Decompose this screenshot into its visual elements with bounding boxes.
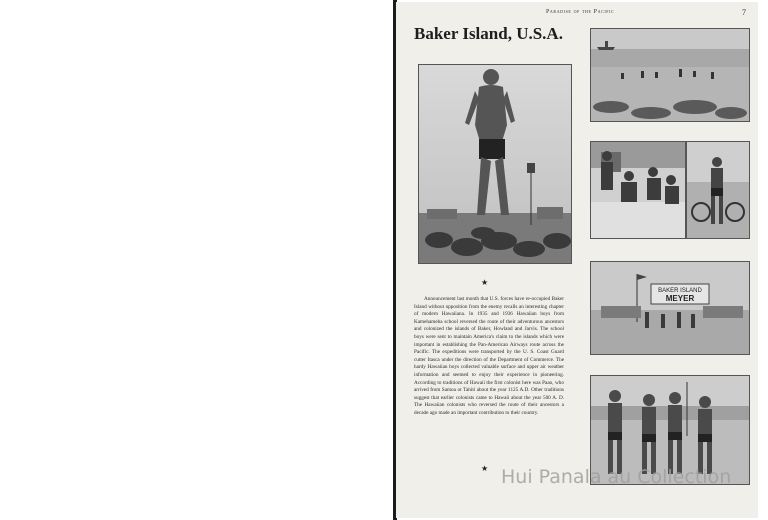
photo-group-at-hut	[590, 141, 686, 239]
collection-watermark: Hui Panala au Collection	[501, 466, 732, 488]
separator-star: ★	[481, 278, 489, 287]
sign-text-line-2: MEYER	[665, 294, 695, 303]
photo-man-on-rocks	[418, 64, 572, 264]
photo-man-on-beach	[686, 141, 750, 239]
photo-baker-island-sign	[590, 261, 750, 355]
page-number: 7	[742, 8, 746, 17]
article-body: Announcement last month that U.S. forces have re-occupied Baker Island without opposition from the enemy recalls an interesting chapter of modern Hawaiiana. In 1935 and 1936 Hawaiian boys from Kamehameha school reversed the route of their adventurous ancestors and colonized the islands of Baker, Howland and Jarvis. The school boys were sent to maintain America's claim to the islands which were important in establishing the Pan-American Airways route across the Pacific. The expeditions were transported by the U. S. Coast Guard cutter Itasca under the direction of the Department of Commerce. The hardy Hawaiian boys collected valuable surface and upper air weather information and seemed to enjoy their experience in pioneering. According to traditions of Hawaii the first colonist here was Paao, who arrived from Samoa or Tahiti about the year 1125 A.D. Other traditions suggest that earlier colonists came to Hawaii about the year 500 A. D. The Hawaiian colonists who reversed the route of their ancestors a decade ago made an important contribution to their country.	[414, 296, 564, 416]
magazine-page	[396, 2, 758, 518]
separator-star-bottom: ★	[481, 464, 489, 473]
article-title: Baker Island, U.S.A.	[414, 24, 563, 43]
sign-text-line-1: BAKER ISLAND	[658, 288, 702, 294]
photo-beach-ship	[590, 28, 750, 122]
running-header: Paradise of the Pacific	[546, 9, 615, 15]
